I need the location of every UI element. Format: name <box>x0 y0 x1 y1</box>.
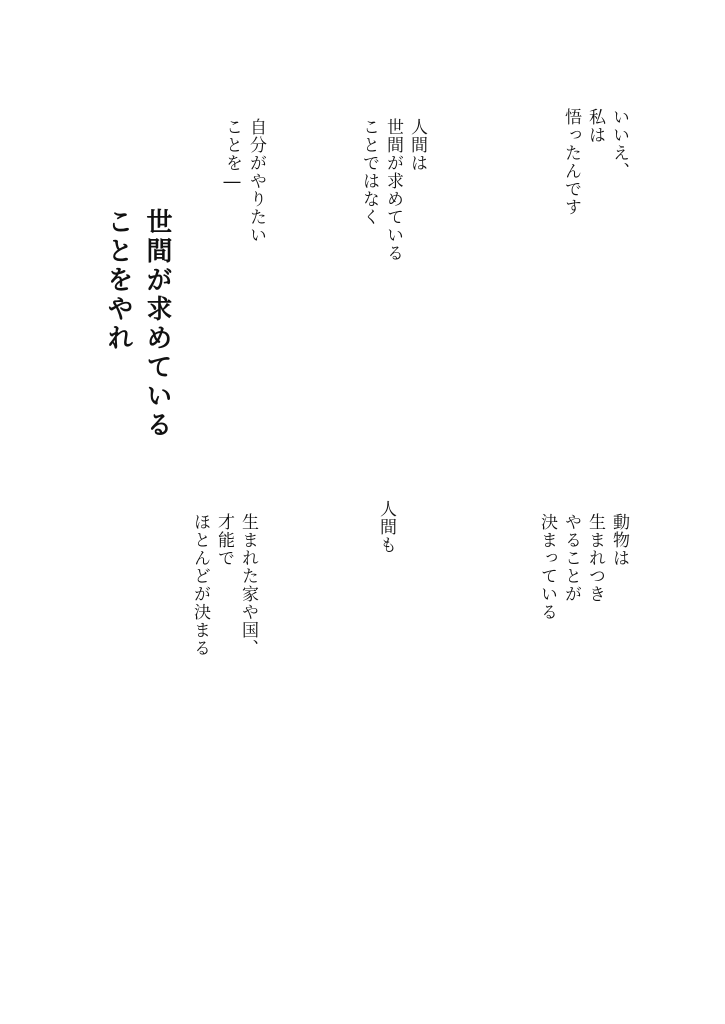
text-line: ほとんどが決まる <box>190 513 210 657</box>
text-line: 決まっている <box>537 513 557 621</box>
text-block-jibun <box>220 118 268 244</box>
text-line: 才能で <box>214 513 234 567</box>
text-line: 私は <box>585 108 605 144</box>
text-line: 人間も <box>376 500 396 554</box>
emphasis-line: 世間が求めている <box>142 208 172 440</box>
text-line: 悟ったんです <box>561 108 581 216</box>
text-line: 人間は <box>407 118 427 172</box>
text-block-umare <box>188 513 260 657</box>
text-line: 動物は <box>609 513 629 567</box>
text-block-iie <box>559 108 631 216</box>
text-block-ningen-mo <box>374 500 398 554</box>
text-line: 生まれた家や国、 <box>238 513 258 657</box>
text-line: ことを― <box>222 118 242 193</box>
text-block-emphasis <box>98 208 176 440</box>
text-block-ningen-wa <box>357 118 429 262</box>
text-line: いいえ、 <box>609 108 629 180</box>
text-line: ことではなく <box>359 118 379 226</box>
text-block-doubutsu <box>535 513 631 621</box>
text-line: 自分がやりたい <box>246 118 266 244</box>
text-line: 生まれつき <box>585 513 605 603</box>
emphasis-line: ことをやれ <box>103 208 133 353</box>
text-line: 世間が求めている <box>383 118 403 262</box>
text-line: やることが <box>561 513 581 603</box>
